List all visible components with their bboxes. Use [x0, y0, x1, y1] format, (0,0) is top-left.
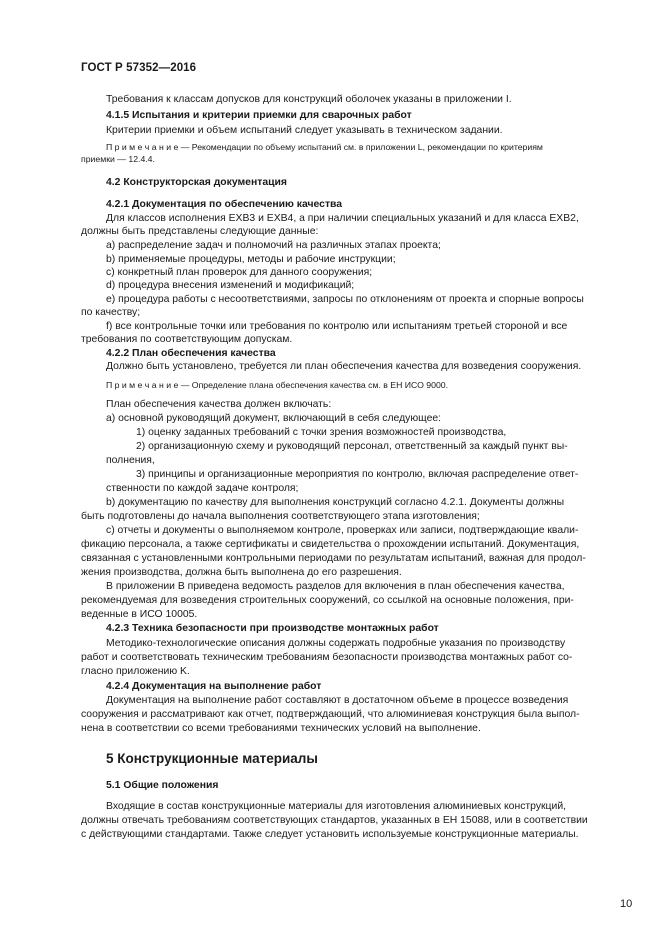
- sub-item-3-cont: ственности по каждой задаче контроля;: [106, 483, 299, 494]
- note-line: П р и м е ч а н и е — Определение плана обеспечения качества см. в ЕН ИСО 9000.: [106, 380, 449, 390]
- note-line: П р и м е ч а н и е — Рекомендации по объему испытаний см. в приложении L, рекомендации по критериям: [106, 142, 543, 152]
- paragraph-line: нена в соответствии со всеми требованиями технических условий на выполнение.: [81, 723, 481, 734]
- list-item-b: b) документацию по качеству для выполнения конструкций согласно 4.2.1. Документы должны: [106, 497, 565, 508]
- section-heading-4-2-3: 4.2.3 Техника безопасности при производстве монтажных работ: [106, 623, 439, 634]
- section-heading-4-2: 4.2 Конструкторская документация: [106, 177, 287, 188]
- section-heading-4-2-1: 4.2.1 Документация по обеспечению качества: [106, 199, 343, 210]
- section-heading-4-2-4: 4.2.4 Документация на выполнение работ: [106, 681, 322, 692]
- list-item-c-cont: фикацию персонала, а также сертификаты и свидетельства о прохождении испытаний. Документация,: [81, 539, 580, 550]
- paragraph-line: Входящие в состав конструкционные материалы для изготовления алюминиевых конструкций,: [106, 801, 567, 812]
- list-item-a: a) основной руководящий документ, включающий в себя следующее:: [106, 413, 442, 424]
- paragraph-line: должны отвечать требованиям соответствующих стандартов, указанных в ЕН 15088, или в соответствии: [81, 815, 588, 826]
- paragraph-line: Для классов исполнения ЕХВ3 и ЕХВ4, а при наличии специальных указаний и для класса ЕХВ2,: [106, 213, 579, 224]
- list-item-f-cont: требования по соответствующим допускам.: [81, 334, 293, 345]
- paragraph-line: должны быть представлены следующие данные:: [81, 226, 319, 237]
- document-header: ГОСТ Р 57352—2016: [81, 62, 197, 74]
- list-item-e-cont: по качеству;: [81, 307, 141, 318]
- list-item-c-cont: связанная с установленными контрольными периодами по результатам испытаний, важная для продол-: [81, 553, 586, 564]
- list-item-d: d) процедура внесения изменений и модификаций;: [106, 280, 355, 291]
- paragraph-line: веденные в ИСО 10005.: [81, 609, 198, 620]
- paragraph-line: В приложении В приведена ведомость разделов для включения в план обеспечения качества,: [106, 581, 565, 592]
- list-item-a: a) распределение задач и полномочий на различных этапах проекта;: [106, 240, 441, 251]
- list-item-f: f) все контрольные точки или требования по контролю или испытаниям третьей стороной и все: [106, 321, 568, 332]
- sub-item-1: 1) оценку заданных требований с точки зрения возможностей производства,: [136, 427, 507, 438]
- paragraph-line: сооружения и рассматривают как отчет, подтверждающий, что алюминиевая конструкция была выпол-: [81, 709, 580, 720]
- paragraph-line: работ и соответствовать техническим требованиям безопасности производства монтажных работ со-: [81, 652, 573, 663]
- paragraph-line: План обеспечения качества должен включать:: [106, 399, 332, 410]
- paragraph-line: Документация на выполнение работ составляют в достаточном объеме в процессе возведения: [106, 695, 569, 706]
- list-item-c: c) отчеты и документы о выполняемом контроле, проверках или записи, подтверждающие квали-: [106, 525, 579, 536]
- list-item-c: c) конкретный план проверок для данного сооружения;: [106, 267, 373, 278]
- section-heading-5-1: 5.1 Общие положения: [106, 780, 219, 791]
- list-item-b-cont: быть подготовлены до начала выполнения соответствующего этапа изготовления;: [81, 511, 480, 522]
- paragraph-line: Методико-технологические описания должны содержать подробные указания по производству: [106, 638, 566, 649]
- paragraph-line: Требования к классам допусков для конструкций оболочек указаны в приложении I.: [106, 94, 512, 105]
- section-heading-5: 5 Конструкционные материалы: [106, 751, 318, 766]
- list-item-e: e) процедура работы с несоответствиями, запросы по отклонениям от проекта и спорные вопросы: [106, 294, 584, 305]
- paragraph-line: гласно приложению K.: [81, 666, 190, 677]
- section-heading-4-1-5: 4.1.5 Испытания и критерии приемки для сварочных работ: [106, 110, 412, 121]
- page-number: 10: [620, 898, 633, 910]
- paragraph-line: с действующими стандартами. Также следует установить используемые конструкционные материалы.: [81, 829, 579, 840]
- note-line: приемки — 12.4.4.: [81, 154, 155, 164]
- list-item-c-cont: жения производства, должна быть выполнена до его разрешения.: [81, 567, 402, 578]
- paragraph-line: Критерии приемки и объем испытаний следует указывать в техническом задании.: [106, 125, 503, 136]
- paragraph-line: Должно быть установлено, требуется ли план обеспечения качества для возведения сооружения.: [106, 361, 582, 372]
- sub-item-3: 3) принципы и организационные мероприятия по контролю, включая распределение ответ-: [136, 469, 579, 480]
- list-item-b: b) применяемые процедуры, методы и рабочие инструкции;: [106, 254, 396, 265]
- sub-item-2-cont: полнения,: [106, 455, 155, 466]
- paragraph-line: рекомендуемая для возведения строительных сооружений, со ссылкой на основные положения, при-: [81, 595, 574, 606]
- sub-item-2: 2) организационную схему и руководящий персонал, ответственный за каждый пункт вы-: [136, 441, 568, 452]
- section-heading-4-2-2: 4.2.2 План обеспечения качества: [106, 348, 276, 359]
